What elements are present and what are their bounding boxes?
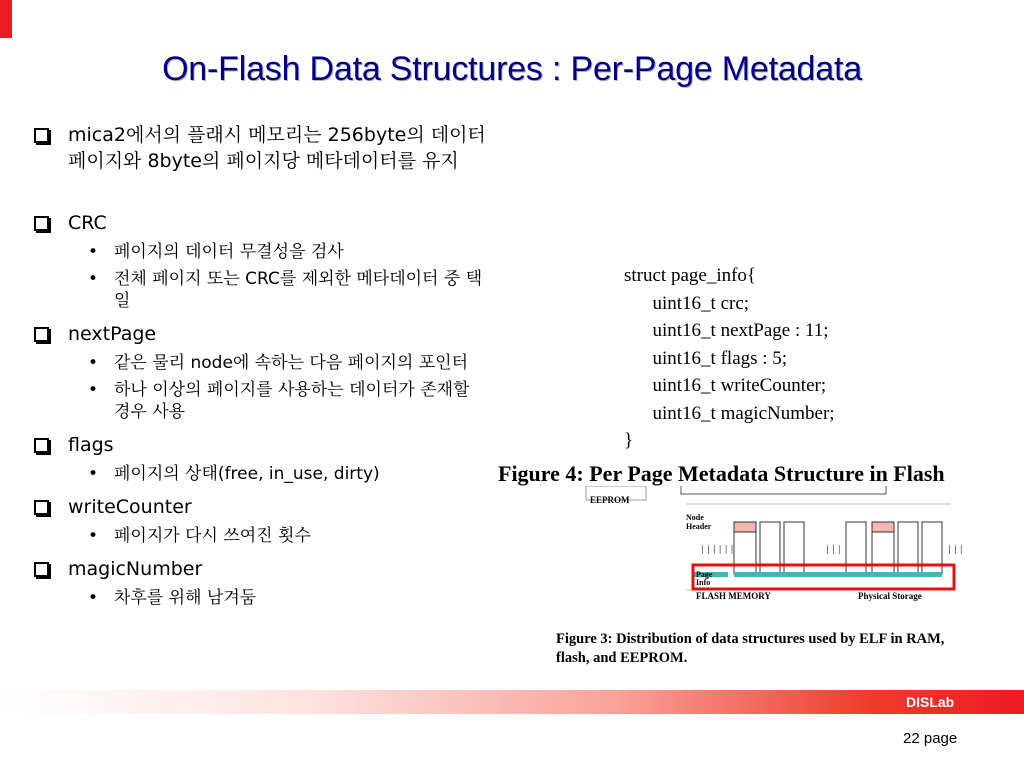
bullet-mica2 <box>32 122 632 174</box>
bullet-list <box>32 122 632 609</box>
sub-bullet: • 전체 페이지 또는 CRC를 제외한 메타데이터 중 택 일 <box>88 269 483 311</box>
eeprom-label: EEPROM <box>590 495 630 505</box>
bullet-flags <box>32 432 632 458</box>
dot-bullet-icon: • <box>88 353 99 373</box>
dot-bullet-icon: • <box>88 526 99 546</box>
figure4-caption: Figure 4: Per Page Metadata Structure in Flash <box>498 461 945 486</box>
footer-band <box>0 690 1024 714</box>
physical-storage-label: Physical Storage <box>858 591 922 601</box>
dot-bullet-icon: • <box>88 269 99 289</box>
corner-accent <box>0 0 12 38</box>
bullet-text: writeCounter <box>68 496 192 518</box>
bullet-magicnumber <box>32 556 632 582</box>
sub-bullet: • 페이지의 상태(free, in_use, dirty) <box>88 464 380 484</box>
bullet-crc <box>32 210 632 236</box>
svg-text:| | |: | | | <box>948 545 963 555</box>
checkbox-bullet-icon <box>34 216 49 231</box>
flash-memory-label: FLASH MEMORY <box>696 591 771 601</box>
figure3-caption: Figure 3: Distribution of data structures used by ELF in RAM, flash, and EEPROM. <box>556 631 945 666</box>
bullet-text: mica2에서의 플래시 메모리는 256byte의 데이터 <box>68 124 486 146</box>
node-header-label-2: Header <box>686 522 712 531</box>
sub-bullet: • 차후를 위해 남겨둠 <box>88 588 257 608</box>
bullet-text: flags <box>68 434 114 456</box>
page-number: 22 page <box>903 730 958 747</box>
struct-code-block: struct page_info{ uint16_t crc; uint16_t nextPage : 11; uint16_t flags : 5; uint16_t writeCounter; uint16_t magicNumber; } <box>624 265 835 451</box>
slide-title: On-Flash Data Structures : Per-Page Metadata <box>162 50 862 88</box>
dot-bullet-icon: • <box>88 588 99 608</box>
footer-logo: DISLab <box>906 694 955 710</box>
sub-bullet: • 하나 이상의 페이지를 사용하는 데이터가 존재할 경우 사용 <box>88 380 470 422</box>
checkbox-bullet-icon <box>34 562 49 577</box>
bullet-text: CRC <box>68 212 107 234</box>
node-header-label: Node <box>686 513 704 522</box>
sub-bullet: • 같은 물리 node에 속하는 다음 페이지의 포인터 <box>88 353 469 373</box>
checkbox-bullet-icon <box>34 500 49 515</box>
dot-bullet-icon: • <box>88 464 99 484</box>
bullet-nextpage <box>32 321 632 347</box>
dot-bullet-icon: • <box>88 380 99 400</box>
svg-text:| | |: | | | <box>826 545 841 555</box>
bullet-writecounter <box>32 494 632 520</box>
page-info-label: Page <box>696 570 713 579</box>
flash-layout-diagram <box>556 486 996 606</box>
bullet-text: nextPage <box>68 323 157 345</box>
sub-bullet: • 페이지의 데이터 무결성을 검사 <box>88 242 344 262</box>
bullet-text: magicNumber <box>68 558 203 580</box>
dot-bullet-icon: • <box>88 242 99 262</box>
bullet-text: 페이지와 8byte의 페이지당 메타데이터를 유지 <box>68 150 459 172</box>
svg-text:| | | | | |: | | | | | | <box>701 545 734 555</box>
checkbox-bullet-icon <box>34 327 49 342</box>
page-info-label-2: Info <box>696 578 711 587</box>
checkbox-bullet-icon <box>34 128 49 143</box>
sub-bullet: • 페이지가 다시 쓰여진 횟수 <box>88 526 311 546</box>
checkbox-bullet-icon <box>34 438 49 453</box>
